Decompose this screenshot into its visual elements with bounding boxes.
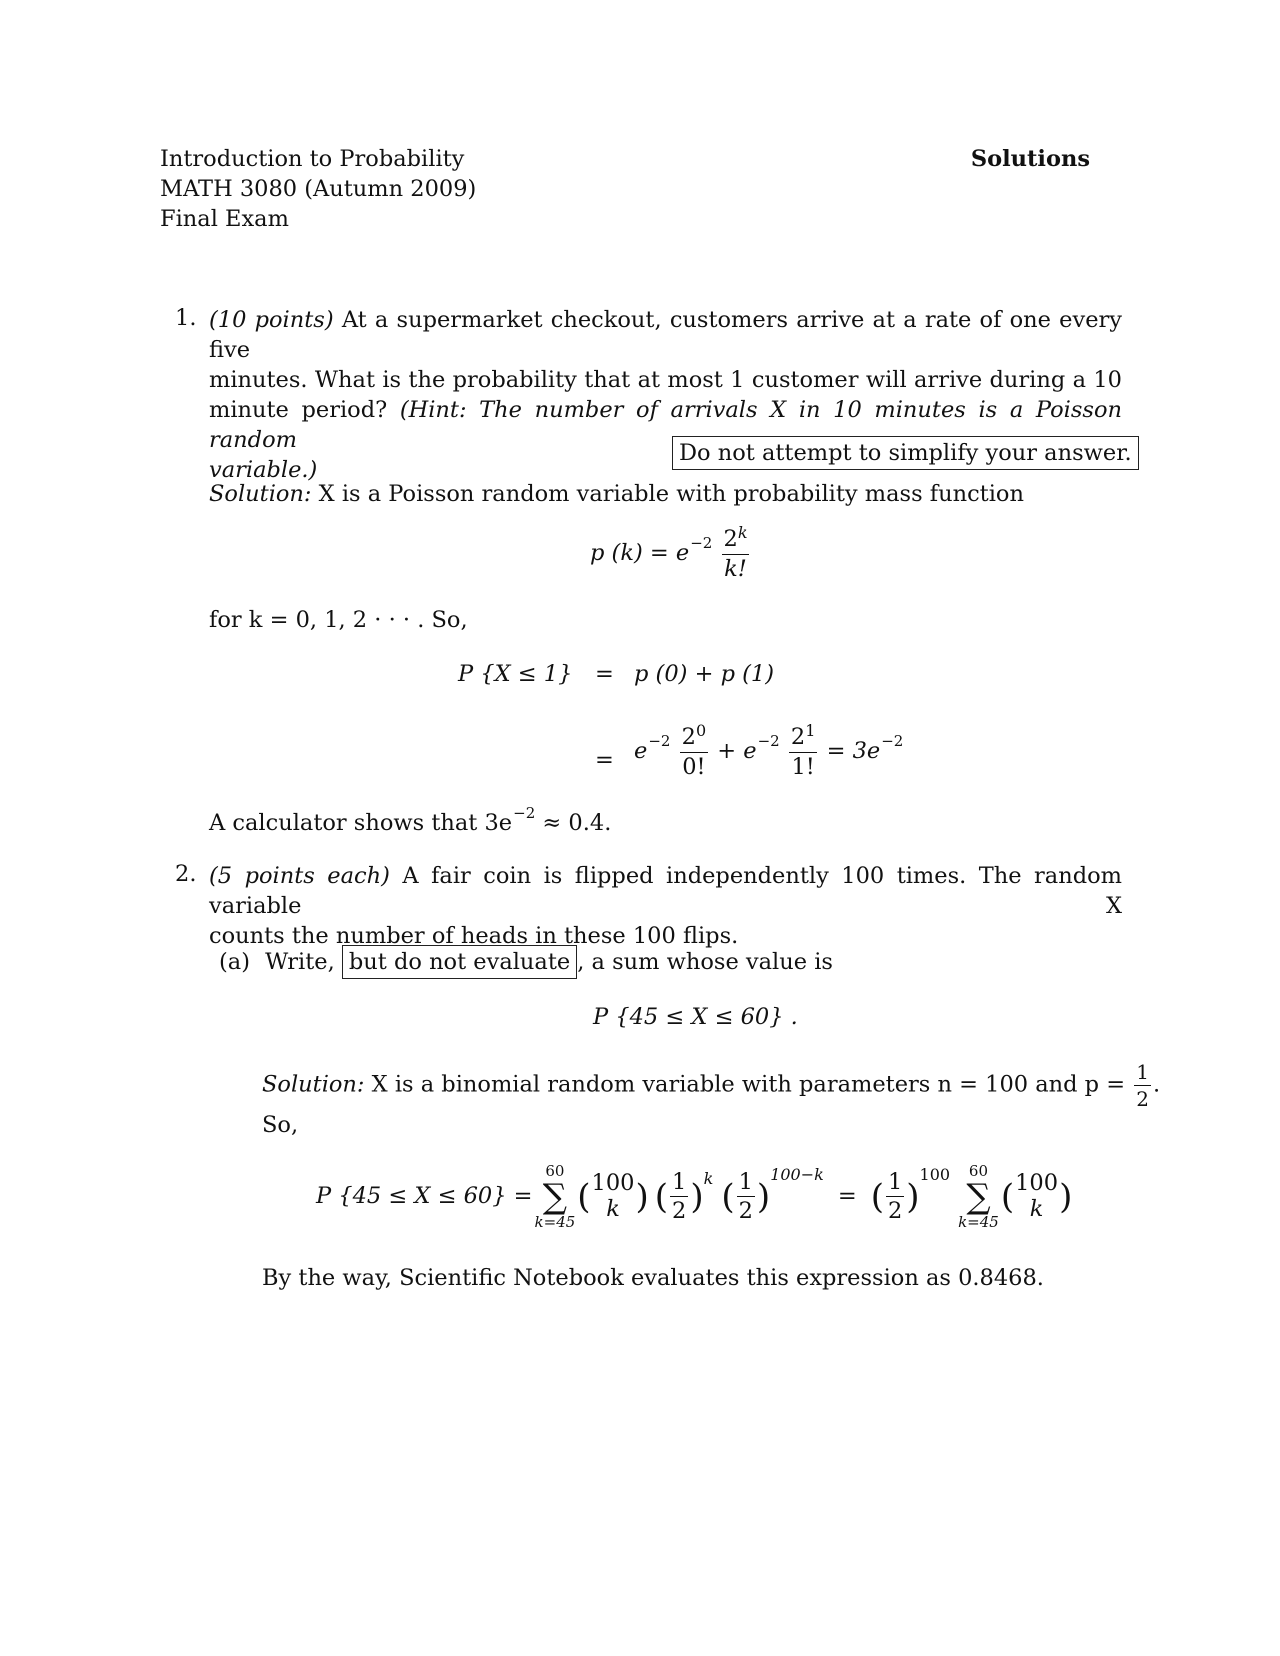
sum2-symbol: ∑ xyxy=(966,1176,991,1217)
p-period: . xyxy=(1152,1071,1161,1098)
problem2-line1: A fair coin is flipped independently 100 times. The random variable X xyxy=(209,863,1122,919)
sum-1 xyxy=(535,1163,576,1230)
binom2-bottom: k xyxy=(1029,1195,1044,1222)
half-1 xyxy=(670,1168,688,1224)
half-3 xyxy=(886,1168,904,1224)
half2-den: 2 xyxy=(738,1198,753,1224)
half3-num: 1 xyxy=(887,1168,903,1195)
eq1-eq: = xyxy=(595,661,614,687)
sum-lhs: P {45 ≤ X ≤ 60} = xyxy=(316,1183,533,1209)
calc-text-a: A calculator shows that 3e xyxy=(209,810,513,836)
half1-den: 2 xyxy=(672,1198,687,1224)
sum2-upper: 60 xyxy=(968,1162,989,1180)
paren-close-3: ) xyxy=(756,1176,771,1217)
target-expression: P {45 ≤ X ≤ 60} . xyxy=(593,1004,798,1030)
eq2-den1: 0! xyxy=(682,753,706,780)
paren-open-2: ( xyxy=(654,1176,669,1217)
paren-close-5: ) xyxy=(1059,1176,1073,1217)
part-a-label: (a) xyxy=(219,949,250,975)
solution-label: Solution: xyxy=(209,481,312,507)
part-a xyxy=(219,945,833,979)
calculator-note xyxy=(209,804,612,837)
part-a-write: Write, xyxy=(265,949,335,975)
sum2-lower: k=45 xyxy=(958,1212,999,1231)
sum-eq-sign: = xyxy=(837,1183,857,1209)
simplify-note-box: Do not attempt to simplify your answer. xyxy=(672,436,1139,470)
sum1-symbol: ∑ xyxy=(542,1176,568,1217)
pmf-fraction xyxy=(722,523,750,582)
problem1-line2: minutes. What is the probability that at most 1 customer will arrive during a 10 xyxy=(209,367,1122,393)
paren-open-3: ( xyxy=(721,1176,735,1217)
eq2-frac1 xyxy=(680,721,709,780)
problem1-solution xyxy=(209,481,1024,508)
paren-close-4: ) xyxy=(906,1176,920,1217)
eq2-num2-exp: 1 xyxy=(805,721,816,740)
solution-text: X is a Poisson random variable with probability mass function xyxy=(318,481,1024,507)
binom1-top: 100 xyxy=(591,1169,635,1196)
eq2-exp2: −2 xyxy=(757,732,780,750)
p-num: 1 xyxy=(1136,1060,1149,1084)
pmf-den: k! xyxy=(724,555,747,582)
problem1-line3: minute period? xyxy=(209,397,388,423)
binom1-bottom: k xyxy=(606,1195,620,1222)
solutions-label: Solutions xyxy=(970,146,1090,172)
problem1-points: (10 points) xyxy=(209,307,334,333)
calc-exp: −2 xyxy=(513,804,536,822)
eq2-exp1: −2 xyxy=(648,732,671,750)
range-text: for k = 0, 1, 2 · · · . So, xyxy=(209,607,468,633)
eq2-num1-exp: 0 xyxy=(695,721,707,740)
binom2-top: 100 xyxy=(1015,1169,1059,1196)
problem2-number: 2. xyxy=(175,861,197,887)
sum1-upper: 60 xyxy=(545,1162,565,1180)
eq1-rhs: p (0) + p (1) xyxy=(634,661,775,687)
eq2-result: = 3e xyxy=(826,738,881,764)
problem1-number: 1. xyxy=(175,305,197,331)
eq2-num2: 2 xyxy=(790,724,806,750)
paren-open-5: ( xyxy=(1000,1176,1015,1217)
pmf-exponent: −2 xyxy=(690,534,713,552)
paren-close-2: ) xyxy=(690,1176,704,1217)
eq2-result-exp: −2 xyxy=(881,732,904,750)
eq2-rhs xyxy=(634,721,904,780)
exam-name: Final Exam xyxy=(160,206,289,232)
pmf-lhs: p (k) = e xyxy=(590,540,690,566)
sum-2 xyxy=(958,1163,999,1230)
eq2-den2: 1! xyxy=(791,753,815,780)
eq2-eq: = xyxy=(595,747,614,773)
eq2-plus: + e xyxy=(717,738,757,764)
solution-text-2: X is a binomial random variable with parameters n = 100 and p = xyxy=(371,1071,1126,1098)
eq1-lhs: P {X ≤ 1} xyxy=(458,661,573,687)
eq2-e1: e xyxy=(634,738,648,764)
eq2-num1: 2 xyxy=(681,724,696,750)
pmf-num-exp: k xyxy=(737,523,748,542)
eq2-frac2 xyxy=(789,721,818,780)
problem2-solution xyxy=(262,1062,1160,1109)
exp-k: k xyxy=(703,1169,714,1188)
problem2-line2: counts the number of heads in these 100 flips. xyxy=(209,923,739,949)
p-fraction xyxy=(1134,1062,1151,1109)
problem2-points: (5 points each) xyxy=(209,863,390,889)
problem2-question xyxy=(209,861,1122,951)
exp-100: 100 xyxy=(919,1165,951,1184)
problem1-hint: (Hint: The number of arrivals X in 10 minutes is a Poisson random xyxy=(209,397,1122,453)
closing-note: By the way, Scientific Notebook evaluates this expression as 0.8468. xyxy=(262,1265,1044,1291)
pmf-num: 2 xyxy=(723,526,738,552)
paren-close-1: ) xyxy=(635,1176,649,1217)
calc-text-b: ≈ 0.4. xyxy=(542,810,612,836)
paren-open-4: ( xyxy=(870,1176,884,1217)
binom-1 xyxy=(592,1171,635,1223)
part-a-rest: , a sum whose value is xyxy=(577,949,833,975)
solution-label-2: Solution: xyxy=(262,1071,365,1098)
pmf-equation xyxy=(590,523,752,582)
problem1-line1: At a supermarket checkout, customers arrive at a rate of one every five xyxy=(209,307,1122,363)
p-den: 2 xyxy=(1136,1087,1149,1111)
so-text: So, xyxy=(262,1112,299,1138)
do-not-evaluate-box: but do not evaluate xyxy=(342,945,577,979)
problem1-hint-end: variable.) xyxy=(209,457,318,483)
half3-den: 2 xyxy=(887,1198,903,1224)
paren-open-1: ( xyxy=(577,1176,591,1217)
half2-num: 1 xyxy=(738,1168,753,1195)
binom-2 xyxy=(1015,1171,1058,1223)
course-code: MATH 3080 (Autumn 2009) xyxy=(160,176,477,202)
half1-num: 1 xyxy=(672,1168,687,1195)
course-title: Introduction to Probability xyxy=(160,146,465,172)
binomial-sum-equation xyxy=(316,1163,1072,1230)
half-2 xyxy=(737,1168,755,1224)
exp-100-minus-k: 100−k xyxy=(770,1165,824,1184)
sum1-lower: k=45 xyxy=(534,1212,576,1231)
